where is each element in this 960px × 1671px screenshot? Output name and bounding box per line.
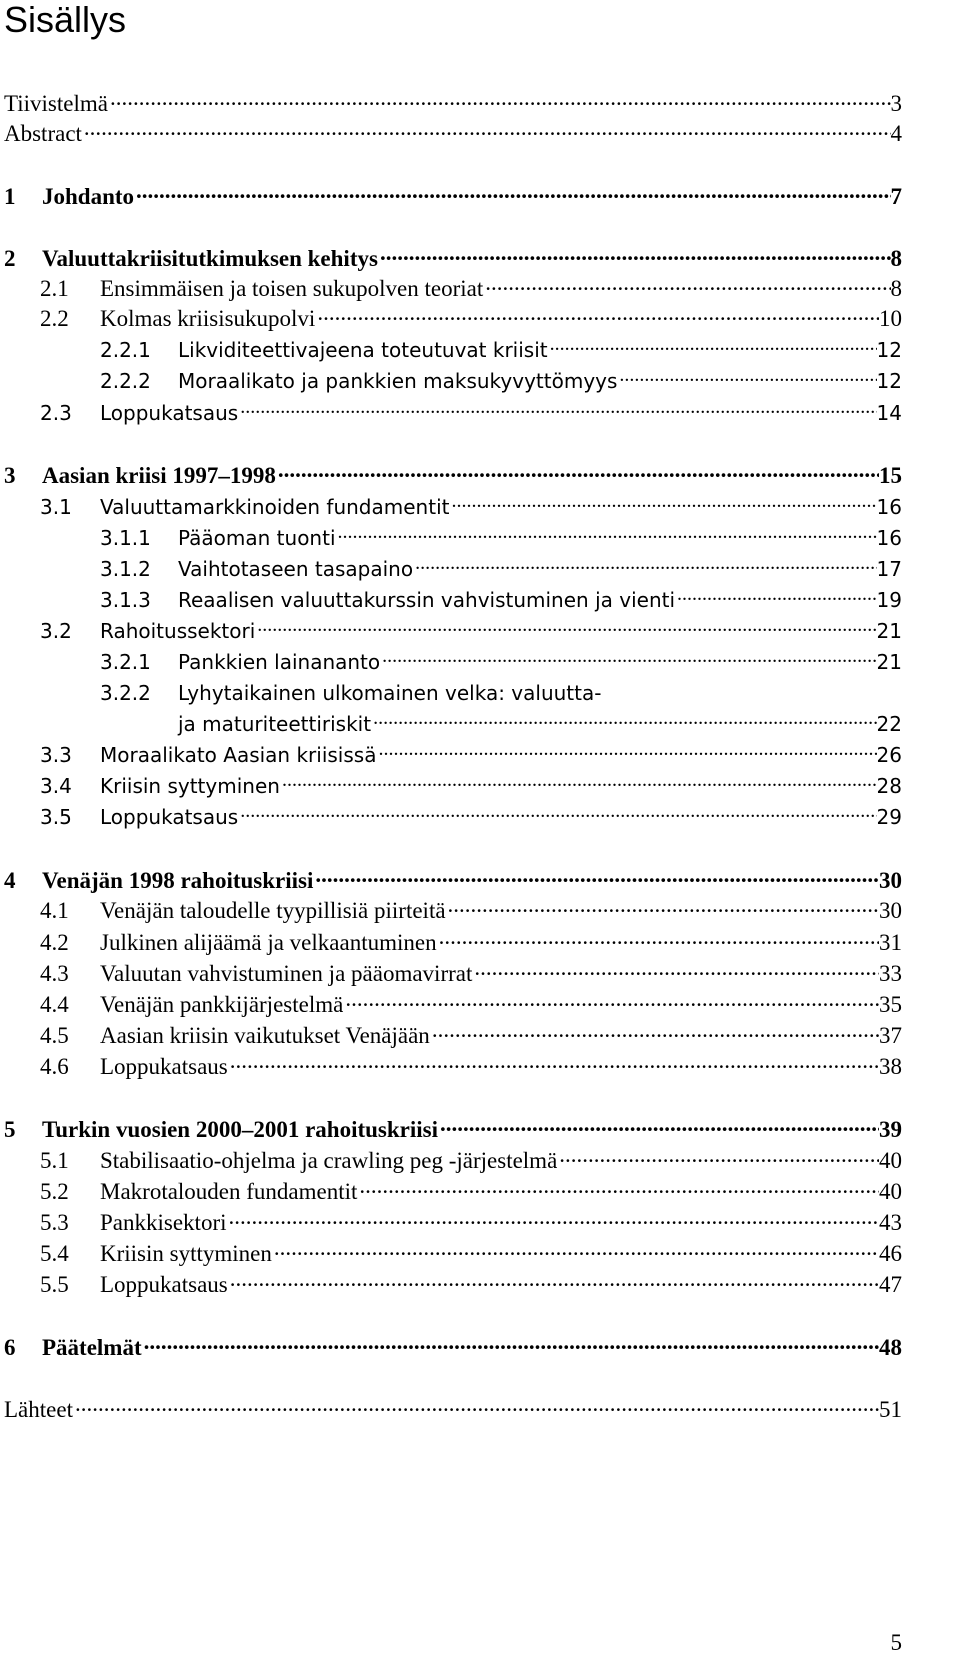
- toc-entry-page: 7: [890, 184, 902, 209]
- toc-entry-tiivistelma[interactable]: [4, 89, 902, 119]
- toc-entry-text: Tiivistelmä: [4, 91, 108, 116]
- toc-entry-page: 47: [879, 1272, 902, 1297]
- toc-entry-text: Pääoman tuonti: [178, 526, 336, 550]
- toc-entry-text: Venäjän taloudelle tyypillisiä piirteitä: [100, 898, 446, 923]
- dot-leader: [142, 1333, 879, 1363]
- toc-entry-text: Aasian kriisin vaikutukset Venäjään: [100, 1023, 430, 1048]
- toc-chapter-4[interactable]: [4, 866, 902, 896]
- toc-entry-page: 39: [879, 1117, 902, 1142]
- toc-entry-page: 29: [876, 805, 902, 829]
- dot-leader: [548, 335, 877, 365]
- toc-entry-number: 2.2.1: [100, 338, 151, 362]
- toc-entry-text: Abstract: [4, 121, 82, 146]
- toc-entry-number: 4.6: [40, 1054, 69, 1079]
- toc-entry-number: 5.1: [40, 1148, 69, 1173]
- toc-entry-number: 2.2.2: [100, 369, 151, 393]
- toc-entry-number: 3.2.1: [100, 650, 151, 674]
- toc-entry-text: Loppukatsaus: [100, 1272, 228, 1297]
- toc-section-2-2[interactable]: [40, 304, 902, 334]
- toc-entry-text: Ensimmäisen ja toisen sukupolven teoriat: [100, 276, 484, 301]
- toc-entry-page: 12: [876, 369, 902, 393]
- toc-chapter-5[interactable]: [4, 1115, 902, 1145]
- toc-chapter-2[interactable]: [4, 244, 902, 274]
- toc-chapter-3[interactable]: [4, 461, 902, 491]
- toc-entry-number: 3.2: [40, 619, 72, 643]
- toc-subsection-3-1-1[interactable]: [100, 523, 902, 553]
- toc-section-5-3[interactable]: [40, 1208, 902, 1238]
- toc-entry-text: Valuutan vahvistuminen ja pääomavirrat: [100, 961, 473, 986]
- toc-entry-number: 5: [4, 1117, 16, 1142]
- toc-entry-text: Rahoitussektori: [100, 619, 256, 643]
- toc-section-3-1[interactable]: [40, 492, 902, 522]
- dot-leader: [336, 523, 877, 553]
- toc-chapter-1[interactable]: [4, 182, 902, 212]
- dot-leader: [371, 709, 876, 739]
- toc-entry-number: 4.2: [40, 930, 69, 955]
- toc-entry-abstract[interactable]: [4, 119, 902, 149]
- dot-leader: [438, 1115, 879, 1145]
- toc-entry-page: 8: [890, 246, 902, 271]
- toc-entry-page: 15: [879, 463, 902, 488]
- toc-subsection-3-2-2-continued[interactable]: [178, 709, 902, 739]
- dot-leader: [73, 1395, 879, 1425]
- toc-entry-page: 26: [876, 743, 902, 767]
- toc-entry-text: Moraalikato Aasian kriisissä: [100, 743, 377, 767]
- toc-entry-text: Valuuttamarkkinoiden fundamentit: [100, 495, 450, 519]
- toc-entry-number: 3.3: [40, 743, 72, 767]
- toc-entry-text: Loppukatsaus: [100, 1054, 228, 1079]
- toc-entry-number: 4.5: [40, 1023, 69, 1048]
- dot-leader: [446, 896, 879, 926]
- toc-section-3-5[interactable]: [40, 802, 902, 832]
- toc-entry-text: Venäjän pankkijärjestelmä: [100, 992, 344, 1017]
- toc-entry-text: Makrotalouden fundamentit: [100, 1179, 358, 1204]
- dot-leader: [557, 1146, 879, 1176]
- toc-entry-number: 2.1: [40, 276, 69, 301]
- toc-entry-text: Lähteet: [4, 1397, 73, 1422]
- dot-leader: [272, 1239, 879, 1269]
- toc-entry-page: 43: [879, 1210, 902, 1235]
- toc-entry-number: 3.1.3: [100, 588, 151, 612]
- toc-section-4-6[interactable]: [40, 1052, 902, 1082]
- dot-leader: [343, 990, 879, 1020]
- toc-entry-text: Päätelmät: [42, 1335, 142, 1360]
- toc-entry-text: Likviditeettivajeena toteutuvat kriisit: [178, 338, 548, 362]
- toc-entry-number: 4: [4, 868, 16, 893]
- toc-entry-page: 19: [876, 588, 902, 612]
- toc-entry-text: Kriisin syttyminen: [100, 1241, 272, 1266]
- toc-section-5-1[interactable]: [40, 1146, 902, 1176]
- toc-entry-text: Stabilisaatio-ohjelma ja crawling peg -järjestelmä: [100, 1148, 558, 1173]
- dot-leader: [675, 585, 877, 615]
- toc-entry-page: 31: [879, 930, 902, 955]
- toc-entry-text: Aasian kriisi 1997–1998: [42, 463, 276, 488]
- dot-leader: [228, 1270, 879, 1300]
- toc-entry-text: Lyhytaikainen ulkomainen velka: valuutta-: [178, 681, 602, 705]
- toc-entry-number: 3.4: [40, 774, 72, 798]
- toc-entry-number: 2.2: [40, 306, 69, 331]
- toc-entry-text: Pankkien lainananto: [178, 650, 381, 674]
- dot-leader: [357, 1177, 879, 1207]
- toc-entry-page: 51: [879, 1397, 902, 1422]
- toc-section-4-5[interactable]: [40, 1021, 902, 1051]
- toc-entry-number: 3.1: [40, 495, 72, 519]
- toc-entry-page: 28: [876, 774, 902, 798]
- toc-entry-text: Loppukatsaus: [100, 805, 239, 829]
- dot-leader: [108, 89, 891, 119]
- toc-entry-page: 3: [890, 91, 902, 116]
- toc-entry-text: ja maturiteettiriskit: [178, 712, 372, 736]
- toc-entry-page: 22: [876, 712, 902, 736]
- dot-leader: [413, 554, 876, 584]
- toc-entry-page: 38: [879, 1054, 902, 1079]
- toc-section-4-4[interactable]: [40, 990, 902, 1020]
- toc-entry-page: 40: [879, 1148, 902, 1173]
- toc-entry-page: 21: [876, 650, 902, 674]
- toc-subsection-3-2-2[interactable]: [100, 678, 601, 708]
- dot-leader: [227, 1208, 880, 1238]
- toc-entry-number: 4.4: [40, 992, 69, 1017]
- dot-leader: [255, 616, 876, 646]
- toc-entry-number: 2: [4, 246, 16, 271]
- toc-entry-page: 35: [879, 992, 902, 1017]
- toc-entry-text: Julkinen alijäämä ja velkaantuminen: [100, 930, 437, 955]
- toc-entry-number: 3.2.2: [100, 681, 151, 705]
- toc-entry-number: 2.3: [40, 401, 72, 425]
- toc-section-2-3[interactable]: [40, 398, 902, 428]
- toc-section-3-3[interactable]: [40, 740, 902, 770]
- dot-leader: [449, 492, 876, 522]
- toc-entry-page: 30: [879, 898, 902, 923]
- dot-leader: [238, 398, 876, 428]
- toc-entry-text: Kriisin syttyminen: [100, 774, 280, 798]
- toc-entry-number: 3.1.1: [100, 526, 151, 550]
- toc-section-5-5[interactable]: [40, 1270, 902, 1300]
- toc-entry-page: 12: [876, 338, 902, 362]
- toc-section-3-2[interactable]: [40, 616, 902, 646]
- toc-entry-text: Venäjän 1998 rahoituskriisi: [42, 868, 314, 893]
- toc-entry-text: Vaihtotaseen tasapaino: [178, 557, 414, 581]
- toc-entry-number: 3: [4, 463, 16, 488]
- dot-leader: [430, 1021, 879, 1051]
- toc-entry-number: 3.1.2: [100, 557, 151, 581]
- dot-leader: [280, 771, 877, 801]
- toc-subsection-3-2-1[interactable]: [100, 647, 902, 677]
- toc-entry-number: 5.4: [40, 1241, 69, 1266]
- toc-section-5-2[interactable]: [40, 1177, 902, 1207]
- toc-entry-number: 6: [4, 1335, 16, 1360]
- toc-entry-text: Kolmas kriisisukupolvi: [100, 306, 316, 331]
- toc-entry-page: 21: [876, 619, 902, 643]
- dot-leader: [617, 366, 876, 396]
- toc-entry-page: 8: [890, 276, 902, 301]
- toc-entry-page: 4: [890, 121, 902, 146]
- dot-leader: [376, 740, 876, 770]
- toc-subsection-3-1-3[interactable]: [100, 585, 902, 615]
- toc-entry-number: 1: [4, 184, 16, 209]
- toc-entry-page: 17: [876, 557, 902, 581]
- toc-entry-number: 4.3: [40, 961, 69, 986]
- toc-subsection-2-2-2[interactable]: [100, 366, 902, 396]
- toc-entry-text: Turkin vuosien 2000–2001 rahoituskriisi: [42, 1117, 438, 1142]
- toc-entry-page: 14: [876, 401, 902, 425]
- toc-section-3-4[interactable]: [40, 771, 902, 801]
- toc-entry-page: 16: [876, 526, 902, 550]
- toc-entry-number: 3.5: [40, 805, 72, 829]
- toc-entry-number: 4.1: [40, 898, 69, 923]
- dot-leader: [276, 461, 879, 491]
- toc-entry-page: 48: [879, 1335, 902, 1360]
- toc-section-5-4[interactable]: [40, 1239, 902, 1269]
- dot-leader: [483, 274, 890, 304]
- toc-entry-page: 10: [879, 306, 902, 331]
- dot-leader: [380, 647, 876, 677]
- toc-entry-page: 37: [879, 1023, 902, 1048]
- dot-leader: [82, 119, 891, 149]
- toc-subsection-3-1-2[interactable]: [100, 554, 902, 584]
- toc-subsection-2-2-1[interactable]: [100, 335, 902, 365]
- toc-entry-text: Reaalisen valuuttakurssin vahvistuminen ja vienti: [178, 588, 676, 612]
- toc-entry-text: Valuuttakriisitutkimuksen kehitys: [42, 246, 378, 271]
- toc-section-4-3[interactable]: [40, 959, 902, 989]
- dot-leader: [315, 304, 879, 334]
- toc-entry-text: Loppukatsaus: [100, 401, 239, 425]
- dot-leader: [378, 244, 891, 274]
- dot-leader: [313, 866, 879, 896]
- page-title: Sisällys: [4, 0, 127, 40]
- dot-leader: [134, 182, 890, 212]
- toc-entry-number: 5.5: [40, 1272, 69, 1297]
- toc-section-4-2[interactable]: [40, 928, 902, 958]
- toc-entry-text: Johdanto: [42, 184, 135, 209]
- toc-entry-number: 5.2: [40, 1179, 69, 1204]
- toc-entry-number: 5.3: [40, 1210, 69, 1235]
- dot-leader: [228, 1052, 879, 1082]
- toc-entry-text: Moraalikato ja pankkien maksukyvyttömyys: [178, 369, 618, 393]
- dot-leader: [437, 928, 879, 958]
- page-number: 5: [890, 1630, 902, 1655]
- toc-entry-page: 33: [879, 961, 902, 986]
- toc-entry-page: 46: [879, 1241, 902, 1266]
- dot-leader: [472, 959, 879, 989]
- toc-section-4-1[interactable]: [40, 896, 902, 926]
- toc-entry-page: 16: [876, 495, 902, 519]
- toc-entry-text: Pankkisektori: [100, 1210, 227, 1235]
- toc-entry-page: 40: [879, 1179, 902, 1204]
- toc-entry-page: 30: [879, 868, 902, 893]
- toc-section-2-1[interactable]: [40, 274, 902, 304]
- toc-chapter-6[interactable]: [4, 1333, 902, 1363]
- toc-entry-lahteet[interactable]: [4, 1395, 902, 1425]
- dot-leader: [238, 802, 876, 832]
